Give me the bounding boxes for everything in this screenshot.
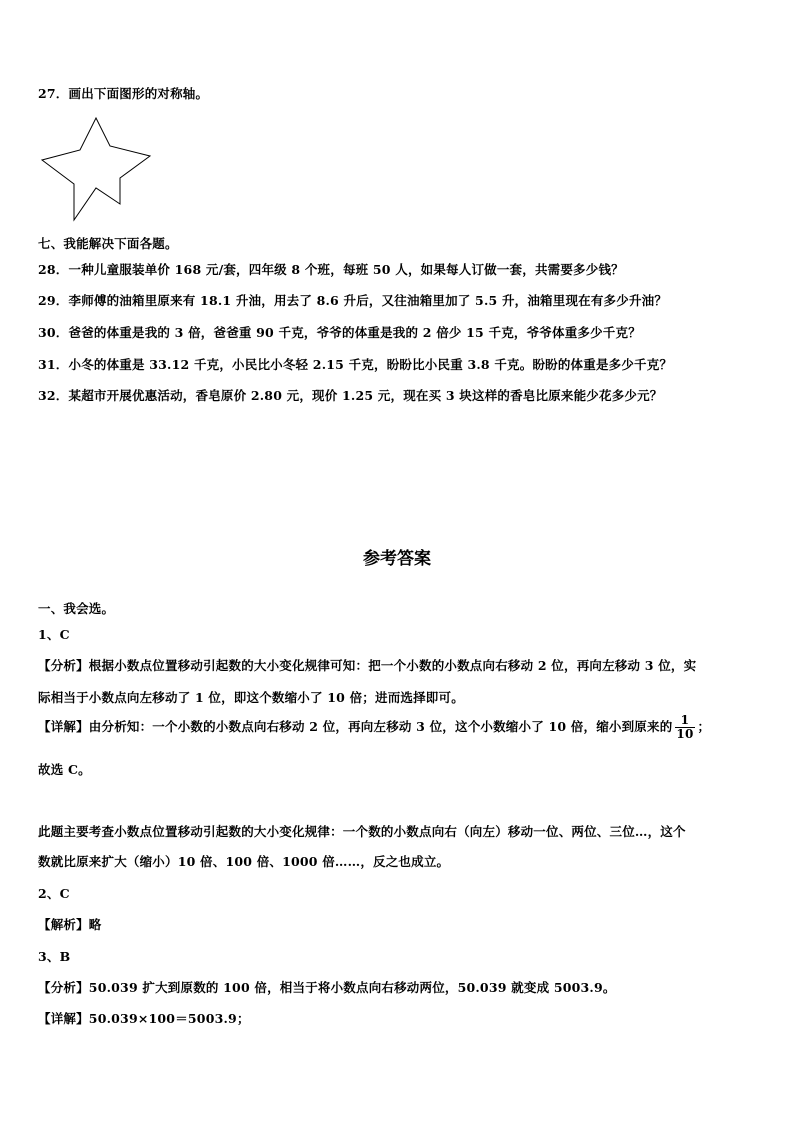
answer-1-detail-line-2: 故选 C。 (38, 762, 91, 777)
answer-1-detail-line-1 (38, 714, 710, 741)
question-31: 31．小冬的体重是 33.12 千克，小民比小冬轻 2.15 千克，盼盼比小民重 3.8 千克。盼盼的体重是多少千克？ (38, 357, 673, 372)
answer-3-analysis: 【分析】50.039 扩大到原数的 100 倍，相当于将小数点向右移动两位，50.039 就变成 5003.9。 (38, 980, 616, 995)
answer-3-detail: 【详解】50.039×100＝5003.9； (38, 1011, 250, 1026)
answer-1-note-line-2: 数就比原来扩大（缩小）10 倍、100 倍、1000 倍……，反之也成立。 (38, 854, 450, 869)
section-7-heading: 七、我能解决下面各题。 (38, 236, 178, 251)
answer-3: 3、B (38, 949, 71, 964)
answer-2: 2、C (38, 886, 70, 901)
answer-1-note-line-1: 此题主要考查小数点位置移动引起数的大小变化规律：一个数的小数点向右（向左）移动一位、两位、三位…，这个 (38, 824, 686, 839)
six-pointed-star-figure (38, 116, 154, 224)
question-29: 29．李师傅的油箱里原来有 18.1 升油，用去了 8.6 升后，又往油箱里加了 5.5 升，油箱里现在有多少升油？ (38, 293, 668, 308)
answer-1-analysis-line-2: 际相当于小数点向左移动了 1 位，即这个数缩小了 10 倍；进而选择即可。 (38, 690, 464, 705)
answer-2-analysis: 【解析】略 (38, 917, 102, 932)
question-28: 28．一种儿童服装单价 168 元/套，四年级 8 个班，每班 50 人，如果每人订做一套，共需要多少钱？ (38, 262, 624, 277)
answer-1-analysis-line-1: 【分析】根据小数点位置移动引起数的大小变化规律可知：把一个小数的小数点向右移动 2 位，再向左移动 3 位，实 (38, 658, 697, 673)
answer-1: 1、C (38, 627, 70, 642)
question-30: 30．爸爸的体重是我的 3 倍，爸爸重 90 千克，爷爷的体重是我的 2 倍少 15 千克，爷爷体重多少千克？ (38, 325, 641, 340)
fraction-denominator: 10 (676, 727, 694, 741)
answers-section-1: 一、我会选。 (38, 601, 115, 616)
fraction-one-tenth (675, 714, 694, 741)
fraction-numerator: 1 (675, 714, 694, 728)
answer-1-detail-end: ； (697, 719, 711, 734)
answers-title: 参考答案 (363, 549, 431, 569)
question-27: 27．画出下面图形的对称轴。 (38, 86, 209, 101)
answer-1-detail-text: 【详解】由分析知：一个小数的小数点向右移动 2 位，再向左移动 3 位，这个小数缩小了 10 倍，缩小到原来的 (38, 719, 673, 734)
question-32: 32．某超市开展优惠活动，香皂原价 2.80 元，现价 1.25 元，现在买 3 块这样的香皂比原来能少花多少元？ (38, 388, 663, 403)
